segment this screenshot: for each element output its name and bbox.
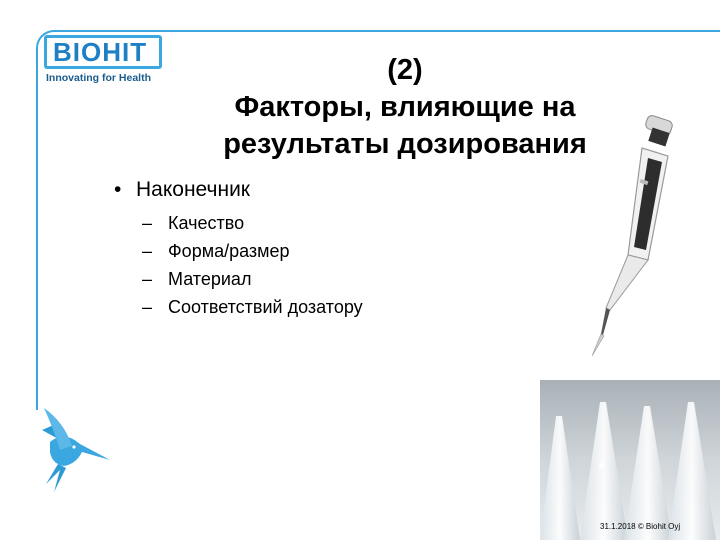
title-line-3: результаты дозирования [223,128,587,160]
hummingbird-icon [30,400,120,500]
logo-wordmark: BIOHIT [44,35,162,69]
logo-tagline: Innovating for Health [46,72,151,84]
sub-text: Материал [168,269,252,289]
sub-dash: – [142,269,153,289]
sub-list [142,209,363,321]
bullet-text: Наконечник [136,178,250,201]
sub-dash: – [142,241,153,261]
bullet-marker: • [114,178,122,201]
footer-copyright: 31.1.2018 © Biohit Oyj [600,522,681,531]
bullet-item [114,178,250,202]
sub-dash: – [142,297,153,317]
sub-item [142,293,363,321]
sub-text: Соответствий дозатору [168,297,363,317]
title-line-2: Факторы, влияющие на [234,91,576,123]
pipette-tips-photo [540,380,720,540]
slide-title [190,52,620,163]
pipette-illustration [570,110,690,360]
frame-top-line [172,30,720,32]
sub-dash: – [142,213,153,233]
sub-item [142,237,363,265]
sub-text: Качество [168,213,245,233]
frame-left-line [36,90,38,410]
biohit-logo [44,35,174,89]
title-line-1: (2) [387,54,423,86]
sub-text: Форма/размер [168,241,290,261]
sub-item [142,209,363,237]
sub-item [142,265,363,293]
